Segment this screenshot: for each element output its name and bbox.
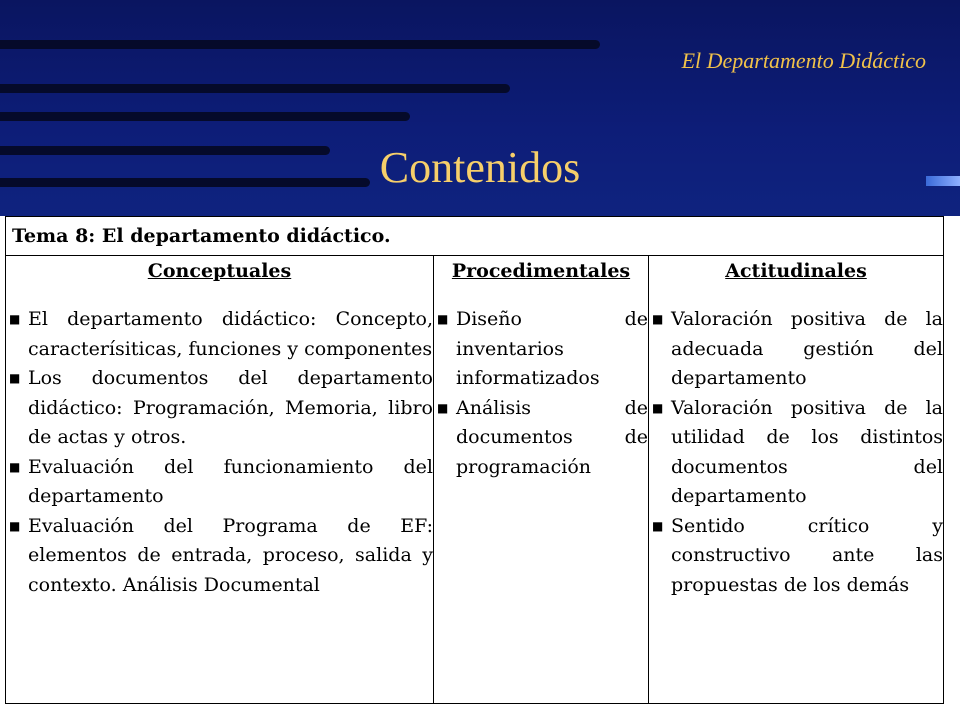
square-bullet-icon: ■ xyxy=(9,459,21,474)
list-item: ■ Análisis de documentos de programación xyxy=(434,394,648,483)
slide-subtitle: El Departamento Didáctico xyxy=(681,48,926,73)
square-bullet-icon: ■ xyxy=(437,400,449,415)
column-actitudinales xyxy=(649,256,944,704)
list-item: ■ Valoración positiva de la adecuada gestión del departamento xyxy=(649,305,943,394)
procedimentales-list xyxy=(434,305,648,482)
tema-title: Tema 8: El departamento didáctico. xyxy=(12,225,391,247)
square-bullet-icon: ■ xyxy=(437,312,449,326)
square-bullet-icon: ■ xyxy=(652,400,664,415)
conceptuales-list xyxy=(6,305,433,600)
content-table xyxy=(5,216,944,704)
list-item: ■ Sentido crítico y constructivo ante las propuestas de los demás xyxy=(649,512,943,601)
list-item: ■ Evaluación del Programa de EF: elementos de entrada, proceso, salida y contexto. Análisis Documental xyxy=(6,512,433,601)
list-item: ■ El departamento didáctico: Concepto, caracterísiticas, funciones y componentes xyxy=(6,305,433,364)
tema-cell xyxy=(6,217,944,256)
column-conceptuales xyxy=(6,256,434,704)
list-item: ■ Diseño de inventarios informatizados xyxy=(434,305,648,394)
actitudinales-list xyxy=(649,305,943,600)
list-item: ■ Los documentos del departamento didáctico: Programación, Memoria, libro de actas y otros. xyxy=(6,364,433,453)
square-bullet-icon: ■ xyxy=(652,518,664,533)
header-stripe xyxy=(0,112,410,121)
square-bullet-icon: ■ xyxy=(9,371,21,385)
list-item: ■ Valoración positiva de la utilidad de los distintos documentos del departamento xyxy=(649,394,943,512)
header-stripe xyxy=(0,84,510,93)
column-procedimentales xyxy=(434,256,649,704)
column-heading-actitudinales: Actitudinales xyxy=(725,260,867,282)
square-bullet-icon: ■ xyxy=(9,312,21,326)
slide-header xyxy=(0,0,960,216)
square-bullet-icon: ■ xyxy=(652,312,664,326)
column-heading-conceptuales: Conceptuales xyxy=(147,260,292,282)
slide-title: Contenidos xyxy=(379,143,581,192)
list-item: ■ Evaluación del funcionamiento del departamento xyxy=(6,453,433,512)
header-stripe xyxy=(0,40,600,49)
square-bullet-icon: ■ xyxy=(9,518,21,533)
column-heading-procedimentales: Procedimentales xyxy=(451,260,631,282)
